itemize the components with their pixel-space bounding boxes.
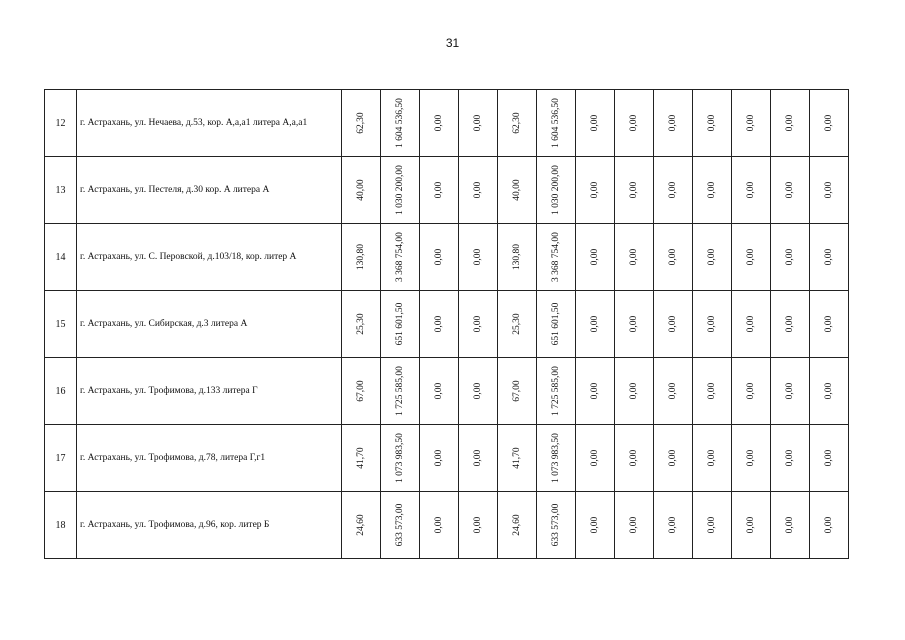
value-text: 0,00 — [434, 449, 444, 467]
value-cell — [537, 358, 576, 425]
row-number: 17 — [45, 425, 77, 492]
value-cell — [498, 224, 537, 291]
value-text: 0,00 — [785, 315, 795, 333]
value-cell — [771, 425, 810, 492]
value-text: 0,00 — [707, 449, 717, 467]
value-text: 0,00 — [746, 315, 756, 333]
value-cell — [576, 291, 615, 358]
value-text: 3 368 754,00 — [551, 232, 561, 282]
value-text: 0,00 — [824, 181, 834, 199]
value-text: 67,00 — [512, 380, 522, 402]
value-text: 3 368 754,00 — [395, 232, 405, 282]
value-cell — [810, 90, 849, 157]
value-cell — [498, 157, 537, 224]
value-cell — [810, 358, 849, 425]
value-cell — [537, 492, 576, 559]
value-cell — [342, 90, 381, 157]
table-row — [45, 291, 849, 358]
table-row — [45, 224, 849, 291]
row-number: 14 — [45, 224, 77, 291]
value-cell — [732, 425, 771, 492]
value-text: 0,00 — [434, 114, 444, 132]
value-cell — [693, 358, 732, 425]
value-cell — [771, 291, 810, 358]
value-text: 0,00 — [434, 315, 444, 333]
value-text: 0,00 — [746, 516, 756, 534]
value-cell — [615, 358, 654, 425]
value-text: 0,00 — [785, 516, 795, 534]
value-cell — [654, 224, 693, 291]
value-text: 0,00 — [473, 382, 483, 400]
row-number: 15 — [45, 291, 77, 358]
value-text: 1 604 536,50 — [551, 98, 561, 148]
value-text: 40,00 — [512, 179, 522, 201]
value-cell — [693, 492, 732, 559]
value-text: 633 573,00 — [551, 503, 561, 547]
value-cell — [654, 157, 693, 224]
value-text: 62,30 — [512, 112, 522, 134]
value-cell — [342, 358, 381, 425]
value-cell — [342, 492, 381, 559]
value-text: 0,00 — [434, 382, 444, 400]
value-cell — [615, 492, 654, 559]
value-cell — [576, 358, 615, 425]
row-number: 18 — [45, 492, 77, 559]
value-cell — [459, 291, 498, 358]
value-cell — [381, 224, 420, 291]
value-cell — [654, 425, 693, 492]
value-text: 41,70 — [512, 447, 522, 469]
value-text: 0,00 — [746, 449, 756, 467]
value-text: 0,00 — [668, 382, 678, 400]
value-text: 0,00 — [473, 181, 483, 199]
value-text: 0,00 — [629, 181, 639, 199]
value-text: 0,00 — [590, 181, 600, 199]
table-row — [45, 492, 849, 559]
value-text: 40,00 — [356, 179, 366, 201]
value-cell — [576, 224, 615, 291]
value-cell — [771, 492, 810, 559]
value-cell — [615, 425, 654, 492]
address-cell: г. Астрахань, ул. Трофимова, д.96, кор. литер Б — [77, 492, 342, 559]
value-text: 0,00 — [629, 248, 639, 266]
value-cell — [381, 157, 420, 224]
value-cell — [381, 492, 420, 559]
value-cell — [498, 425, 537, 492]
address-cell: г. Астрахань, ул. С. Перовской, д.103/18, кор. литер А — [77, 224, 342, 291]
value-text: 0,00 — [824, 315, 834, 333]
value-text: 0,00 — [707, 114, 717, 132]
value-text: 0,00 — [473, 516, 483, 534]
value-text: 0,00 — [473, 114, 483, 132]
value-text: 0,00 — [785, 248, 795, 266]
value-text: 0,00 — [590, 449, 600, 467]
value-cell — [810, 492, 849, 559]
value-text: 0,00 — [668, 449, 678, 467]
value-cell — [615, 291, 654, 358]
value-cell — [576, 157, 615, 224]
value-cell — [537, 425, 576, 492]
value-text: 0,00 — [473, 449, 483, 467]
address-cell: г. Астрахань, ул. Пестеля, д.30 кор. А литера А — [77, 157, 342, 224]
value-cell — [420, 90, 459, 157]
value-text: 24,60 — [356, 514, 366, 536]
value-cell — [771, 358, 810, 425]
value-cell — [342, 425, 381, 492]
address-cell: г. Астрахань, ул. Трофимова, д.133 литера Г — [77, 358, 342, 425]
value-cell — [459, 90, 498, 157]
value-text: 0,00 — [590, 248, 600, 266]
value-text: 41,70 — [356, 447, 366, 469]
value-text: 0,00 — [746, 248, 756, 266]
value-cell — [810, 425, 849, 492]
value-cell — [537, 291, 576, 358]
value-text: 0,00 — [434, 516, 444, 534]
table-row — [45, 425, 849, 492]
row-number: 16 — [45, 358, 77, 425]
value-cell — [732, 358, 771, 425]
table-row — [45, 90, 849, 157]
value-cell — [498, 358, 537, 425]
value-text: 0,00 — [707, 382, 717, 400]
page-number: 31 — [445, 36, 460, 50]
value-text: 1 030 200,00 — [395, 165, 405, 215]
value-text: 0,00 — [824, 516, 834, 534]
value-cell — [693, 157, 732, 224]
value-text: 651 601,50 — [551, 302, 561, 346]
value-cell — [459, 224, 498, 291]
value-text: 0,00 — [668, 315, 678, 333]
value-cell — [771, 157, 810, 224]
value-cell — [615, 90, 654, 157]
row-number: 13 — [45, 157, 77, 224]
value-text: 0,00 — [785, 114, 795, 132]
value-text: 0,00 — [629, 516, 639, 534]
value-text: 0,00 — [668, 248, 678, 266]
value-cell — [420, 425, 459, 492]
value-text: 0,00 — [824, 248, 834, 266]
address-cell: г. Астрахань, ул. Нечаева, д.53, кор. А,а,а1 литера А,а,а1 — [77, 90, 342, 157]
value-text: 67,00 — [356, 380, 366, 402]
value-cell — [576, 90, 615, 157]
value-text: 0,00 — [824, 382, 834, 400]
value-text: 0,00 — [590, 114, 600, 132]
value-cell — [420, 358, 459, 425]
value-cell — [810, 157, 849, 224]
value-text: 0,00 — [707, 516, 717, 534]
table-row — [45, 358, 849, 425]
value-cell — [732, 224, 771, 291]
value-text: 62,30 — [356, 112, 366, 134]
value-text: 0,00 — [434, 181, 444, 199]
value-text: 0,00 — [629, 449, 639, 467]
value-text: 0,00 — [668, 114, 678, 132]
value-cell — [576, 492, 615, 559]
value-cell — [342, 291, 381, 358]
value-cell — [459, 358, 498, 425]
value-cell — [576, 425, 615, 492]
value-text: 0,00 — [785, 449, 795, 467]
value-text: 130,80 — [512, 243, 522, 271]
value-cell — [693, 425, 732, 492]
value-cell — [381, 358, 420, 425]
value-text: 0,00 — [590, 315, 600, 333]
value-cell — [693, 90, 732, 157]
value-text: 1 725 585,00 — [551, 366, 561, 416]
value-text: 25,30 — [512, 313, 522, 335]
value-text: 0,00 — [746, 382, 756, 400]
value-cell — [732, 291, 771, 358]
row-number: 12 — [45, 90, 77, 157]
value-text: 0,00 — [746, 181, 756, 199]
value-cell — [771, 90, 810, 157]
table-row — [45, 157, 849, 224]
value-cell — [654, 291, 693, 358]
value-text: 0,00 — [668, 181, 678, 199]
value-text: 1 604 536,50 — [395, 98, 405, 148]
value-text: 0,00 — [707, 315, 717, 333]
value-cell — [654, 492, 693, 559]
value-text: 0,00 — [629, 382, 639, 400]
value-cell — [654, 358, 693, 425]
value-text: 0,00 — [629, 114, 639, 132]
value-cell — [381, 291, 420, 358]
value-text: 1 073 983,50 — [395, 433, 405, 483]
value-cell — [459, 425, 498, 492]
value-cell — [381, 90, 420, 157]
value-text: 0,00 — [824, 114, 834, 132]
value-text: 130,80 — [356, 243, 366, 271]
value-text: 0,00 — [590, 382, 600, 400]
value-text: 0,00 — [707, 181, 717, 199]
value-cell — [420, 224, 459, 291]
value-cell — [537, 224, 576, 291]
value-cell — [615, 224, 654, 291]
value-cell — [654, 90, 693, 157]
value-cell — [498, 492, 537, 559]
value-cell — [615, 157, 654, 224]
value-cell — [342, 224, 381, 291]
value-text: 1 073 983,50 — [551, 433, 561, 483]
value-cell — [459, 492, 498, 559]
value-cell — [498, 90, 537, 157]
address-cell: г. Астрахань, ул. Сибирская, д.3 литера А — [77, 291, 342, 358]
value-cell — [342, 157, 381, 224]
value-text: 633 573,00 — [395, 503, 405, 547]
value-cell — [537, 157, 576, 224]
value-text: 0,00 — [707, 248, 717, 266]
value-text: 0,00 — [629, 315, 639, 333]
value-cell — [420, 492, 459, 559]
value-cell — [732, 492, 771, 559]
value-text: 0,00 — [668, 516, 678, 534]
value-cell — [459, 157, 498, 224]
value-cell — [732, 157, 771, 224]
value-text: 25,30 — [356, 313, 366, 335]
value-text: 0,00 — [785, 382, 795, 400]
value-text: 0,00 — [824, 449, 834, 467]
address-cell: г. Астрахань, ул. Трофимова, д.78, литера Г,г1 — [77, 425, 342, 492]
value-text: 651 601,50 — [395, 302, 405, 346]
value-cell — [771, 224, 810, 291]
value-cell — [810, 224, 849, 291]
value-cell — [420, 157, 459, 224]
value-text: 1 725 585,00 — [395, 366, 405, 416]
value-cell — [381, 425, 420, 492]
value-cell — [537, 90, 576, 157]
value-cell — [810, 291, 849, 358]
value-cell — [693, 224, 732, 291]
value-text: 1 030 200,00 — [551, 165, 561, 215]
value-text: 0,00 — [434, 248, 444, 266]
value-text: 0,00 — [473, 315, 483, 333]
value-text: 0,00 — [590, 516, 600, 534]
value-text: 0,00 — [785, 181, 795, 199]
value-text: 24,60 — [512, 514, 522, 536]
value-cell — [420, 291, 459, 358]
value-cell — [498, 291, 537, 358]
value-cell — [693, 291, 732, 358]
housing-table — [44, 89, 849, 559]
value-cell — [732, 90, 771, 157]
value-text: 0,00 — [473, 248, 483, 266]
value-text: 0,00 — [746, 114, 756, 132]
